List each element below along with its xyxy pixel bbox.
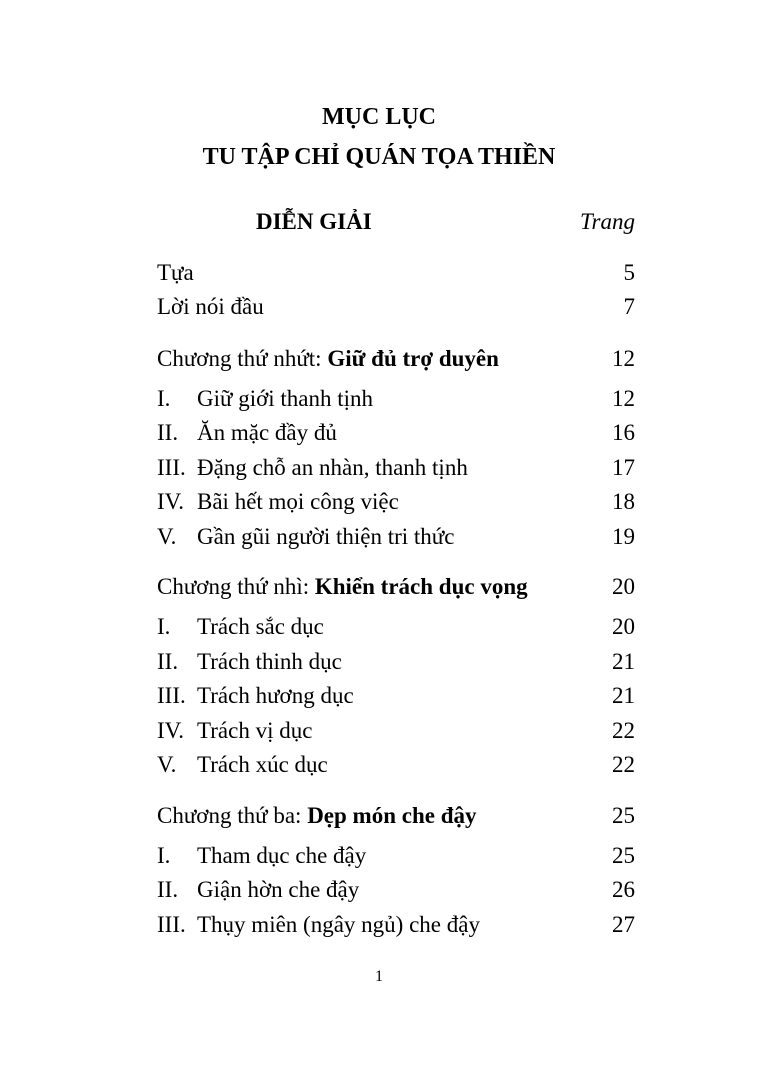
entry-page: 25	[612, 843, 635, 868]
item-numeral: III.	[157, 683, 186, 708]
entry-label: Đặng chỗ an nhàn, thanh tịnh	[197, 455, 468, 480]
entry-page: 20	[612, 574, 635, 599]
toc-entry-foreword	[157, 258, 635, 288]
chapter-prefix: Chương thứ ba:	[157, 803, 308, 828]
chapter-title: Khiển trách dục vọng	[314, 574, 528, 599]
chapter-prefix: Chương thứ nhì:	[157, 574, 315, 599]
item-numeral: III.	[157, 912, 186, 937]
entry-label: Trách hương dục	[197, 683, 354, 708]
entry-label: Trách sắc dục	[197, 614, 324, 639]
entry-page: 27	[612, 912, 635, 937]
column-header-description: DIỄN GIẢI	[256, 209, 372, 234]
entry-label: Giận hờn che đậy	[197, 877, 360, 902]
entry-page: 5	[623, 260, 635, 285]
item-numeral: II.	[157, 877, 179, 902]
item-numeral: II.	[157, 649, 179, 674]
toc-item	[157, 612, 635, 642]
entry-page: 26	[612, 877, 635, 902]
item-numeral: V.	[157, 752, 177, 777]
chapter-prefix: Chương thứ nhứt:	[157, 346, 328, 371]
entry-page: 19	[612, 524, 635, 549]
item-numeral: I.	[157, 614, 171, 639]
entry-label: Ăn mặc đầy đủ	[197, 420, 337, 445]
entry-page: 17	[612, 455, 635, 480]
entry-page: 20	[612, 614, 635, 639]
entry-label: Tựa	[157, 260, 194, 285]
page-number: 1	[375, 968, 383, 985]
entry-label: Trách thinh dục	[197, 649, 342, 674]
page-title: MỤC LỤC	[322, 104, 436, 130]
item-numeral: II.	[157, 420, 179, 445]
chapter-title: Dẹp món che đậy	[307, 803, 477, 828]
entry-page: 25	[612, 803, 635, 828]
entry-page: 16	[612, 420, 635, 445]
entry-label: Gần gũi người thiện tri thức	[197, 524, 455, 549]
toc-item	[157, 418, 635, 448]
column-header-page: Trang	[580, 209, 635, 234]
toc-chapter-1	[157, 344, 635, 374]
entry-label: Trách xúc dục	[197, 752, 328, 777]
entry-label: Lời nói đầu	[157, 294, 264, 319]
chapter-title: Giữ đủ trợ duyên	[327, 346, 499, 371]
item-numeral: IV.	[157, 489, 185, 514]
entry-label: Bãi hết mọi công việc	[197, 489, 399, 514]
entry-label: Giữ giới thanh tịnh	[197, 386, 374, 411]
entry-page: 22	[612, 752, 635, 777]
toc-item	[157, 716, 635, 746]
toc-item	[157, 522, 635, 552]
entry-label: Trách vị dục	[197, 718, 313, 743]
entry-label: Tham dục che đậy	[197, 843, 367, 868]
chapter-heading	[157, 801, 477, 831]
item-numeral: I.	[157, 386, 171, 411]
entry-page: 21	[612, 683, 635, 708]
toc-entry-preface	[157, 292, 635, 322]
entry-page: 12	[612, 346, 635, 371]
toc-item	[157, 875, 635, 905]
toc-item	[157, 750, 635, 780]
toc-item	[157, 384, 635, 414]
entry-page: 18	[612, 489, 635, 514]
entry-page: 7	[623, 294, 635, 319]
toc-chapter-2	[157, 572, 635, 602]
toc-item	[157, 910, 635, 940]
book-title: TU TẬP CHỈ QUÁN TỌA THIỀN	[202, 144, 556, 170]
toc-item	[157, 647, 635, 677]
item-numeral: I.	[157, 843, 171, 868]
toc-item	[157, 453, 635, 483]
item-numeral: III.	[157, 455, 186, 480]
entry-page: 22	[612, 718, 635, 743]
toc-item	[157, 841, 635, 871]
chapter-heading	[157, 344, 499, 374]
entry-label: Thụy miên (ngây ngủ) che đậy	[197, 912, 480, 937]
item-numeral: V.	[157, 524, 177, 549]
item-numeral: IV.	[157, 718, 185, 743]
toc-item	[157, 681, 635, 711]
toc-chapter-3	[157, 801, 635, 831]
toc-item	[157, 487, 635, 517]
entry-page: 21	[612, 649, 635, 674]
entry-page: 12	[612, 386, 635, 411]
chapter-heading	[157, 572, 528, 602]
